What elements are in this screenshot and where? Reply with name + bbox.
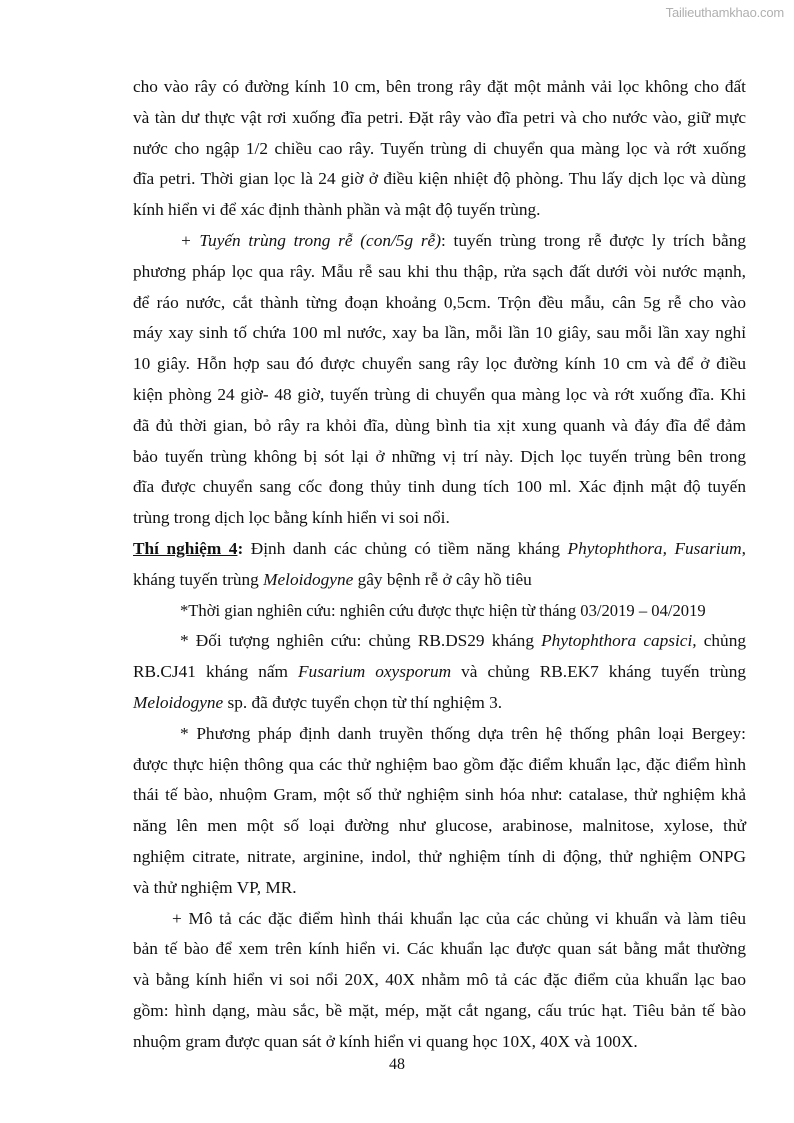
text-line: nhuộm gram được quan sát ở kính hiển vi quang học 10X, 40X và 100X. <box>133 1031 638 1051</box>
research-time: *Thời gian nghiên cứu: nghiên cứu được thực hiện từ tháng 03/2019 – 04/2019 <box>180 600 706 620</box>
italic-species: Meloidogyne <box>263 569 354 589</box>
text-line: 10 giây. Hỗn hợp sau đó được chuyển sang rây lọc đường kính 10 cm và để ở điều <box>133 354 746 374</box>
page-number: 48 <box>389 1056 405 1073</box>
italic-species: Phytophthora, Fusarium <box>567 538 742 558</box>
research-subjects <box>133 626 746 718</box>
experiment-label: Thí nghiệm 4 <box>133 538 238 558</box>
text-line <box>133 565 746 596</box>
text-line: và thử nghiệm VP, MR. <box>133 877 297 897</box>
text-fragment: * Đối tượng nghiên cứu: chủng RB.DS29 kháng <box>180 631 542 651</box>
paragraph-root-nematodes <box>133 226 746 534</box>
text-line: + Mô tả các đặc điểm hình thái khuẩn lạc của các chủng vi khuẩn và làm tiêu <box>172 908 746 928</box>
italic-species: Phytophthora capsici, <box>541 631 697 651</box>
colony-description <box>133 904 746 1058</box>
colon: : <box>237 538 244 558</box>
identification-method <box>133 719 746 904</box>
text-line <box>133 626 746 657</box>
text-line: đĩa được chuyển sang cốc đong thủy tinh dung tích 100 ml. Xác định mật độ tuyến <box>133 477 746 497</box>
text-line: trùng trong dịch lọc bằng kính hiển vi soi nổi. <box>133 508 450 528</box>
paragraph-filtration-method <box>133 72 746 226</box>
experiment-4-heading <box>133 534 746 596</box>
text-fragment: kháng tuyến trùng <box>133 569 264 589</box>
italic-species: Meloidogyne <box>133 692 224 712</box>
text-fragment: sp. đã được tuyển chọn từ thí nghiệm 3. <box>223 692 503 712</box>
text-line: được thực hiện thông qua các thử nghiệm bao gồm đặc điểm khuẩn lạc, đặc điểm hình <box>133 754 746 774</box>
text-line: phương pháp lọc qua rây. Mẫu rễ sau khi thu thập, rửa sạch đất dưới vòi nước mạnh, <box>133 261 746 281</box>
text-line: gồm: hình dạng, màu sắc, bề mặt, mép, mặt cắt ngang, cấu trúc hạt. Tiêu bản tế bào <box>133 1000 746 1020</box>
text-line: đĩa petri. Thời gian lọc là 24 giờ ở điều kiện nhiệt độ phòng. Thu lấy dịch lọc và dùng <box>133 169 746 189</box>
text-line <box>133 226 746 257</box>
text-line: nghiệm citrate, nitrate, arginine, indol, thử nghiệm tính di động, thử nghiệm ONPG <box>133 846 746 866</box>
text-line: máy xay sinh tố chứa 100 ml nước, xay ba lần, mỗi lần 10 giây, sau mỗi lần xay nghỉ <box>133 323 746 343</box>
text-fragment: gây bệnh rễ ở cây hồ tiêu <box>353 569 532 589</box>
text-fragment: chủng <box>696 631 746 651</box>
text-line: năng lên men một số loại đường như glucose, arabinose, malnitose, xylose, thử <box>133 816 746 836</box>
text-line: cho vào rây có đường kính 10 cm, bên trong rây đặt một mảnh vải lọc không cho đất <box>133 77 746 96</box>
document-body <box>133 72 746 1058</box>
text-line: thái tế bào, nhuộm Gram, một số thử nghiệm sinh hóa như: catalase, thử nghiệm khả <box>133 785 746 805</box>
text-line: và tàn dư thực vật rơi xuống đĩa petri. Đặt rây vào đĩa petri và cho nước vào, giữ mực <box>133 107 746 127</box>
text-line <box>133 534 746 565</box>
italic-species: Fusarium oxysporum <box>298 662 452 682</box>
text-line <box>133 657 746 688</box>
text-fragment: , <box>741 538 746 558</box>
text-line: kiện phòng 24 giờ- 48 giờ, tuyến trùng di chuyển qua màng lọc và rớt xuống đĩa. Khi <box>133 384 746 404</box>
italic-lead: + Tuyến trùng trong rễ (con/5g rễ) <box>180 230 441 250</box>
text-fragment: và chủng RB.EK7 kháng tuyến trùng <box>451 662 746 682</box>
text-fragment: : tuyến trùng trong rễ được ly trích bằng <box>440 230 747 250</box>
text-fragment: Định danh các chủng có tiềm năng kháng <box>243 538 568 558</box>
text-fragment: RB.CJ41 kháng nấm <box>133 662 298 682</box>
text-line: để ráo nước, cắt thành từng đoạn khoảng 0,5cm. Trộn đều mẫu, cân 5g rễ cho vào <box>133 292 746 312</box>
watermark: Tailieuthamkhao.com <box>665 5 784 20</box>
text-line: và bằng kính hiển vi soi nổi 20X, 40X nhằm mô tả các đặc điểm của khuẩn lạc bao <box>133 970 746 990</box>
text-line <box>133 688 746 719</box>
text-line: đã đủ thời gian, bỏ rây ra khỏi đĩa, dùng bình tia xịt xung quanh và đáy đĩa để đảm <box>133 415 746 435</box>
text-line: nước cho ngập 1/2 chiều cao rây. Tuyến trùng di chuyển qua màng lọc và rớt xuống <box>133 138 746 158</box>
text-line: kính hiển vi để xác định thành phần và mật độ tuyến trùng. <box>133 200 541 220</box>
text-line: * Phương pháp định danh truyền thống dựa trên hệ thống phân loại Bergey: <box>180 723 746 743</box>
text-line: bảo tuyến trùng không bị sót lại ở những vị trí này. Dịch lọc tuyến trùng bên trong <box>133 446 746 466</box>
text-line: bản tế bào để xem trên kính hiển vi. Các khuẩn lạc được quan sát bằng mắt thường <box>133 939 746 959</box>
